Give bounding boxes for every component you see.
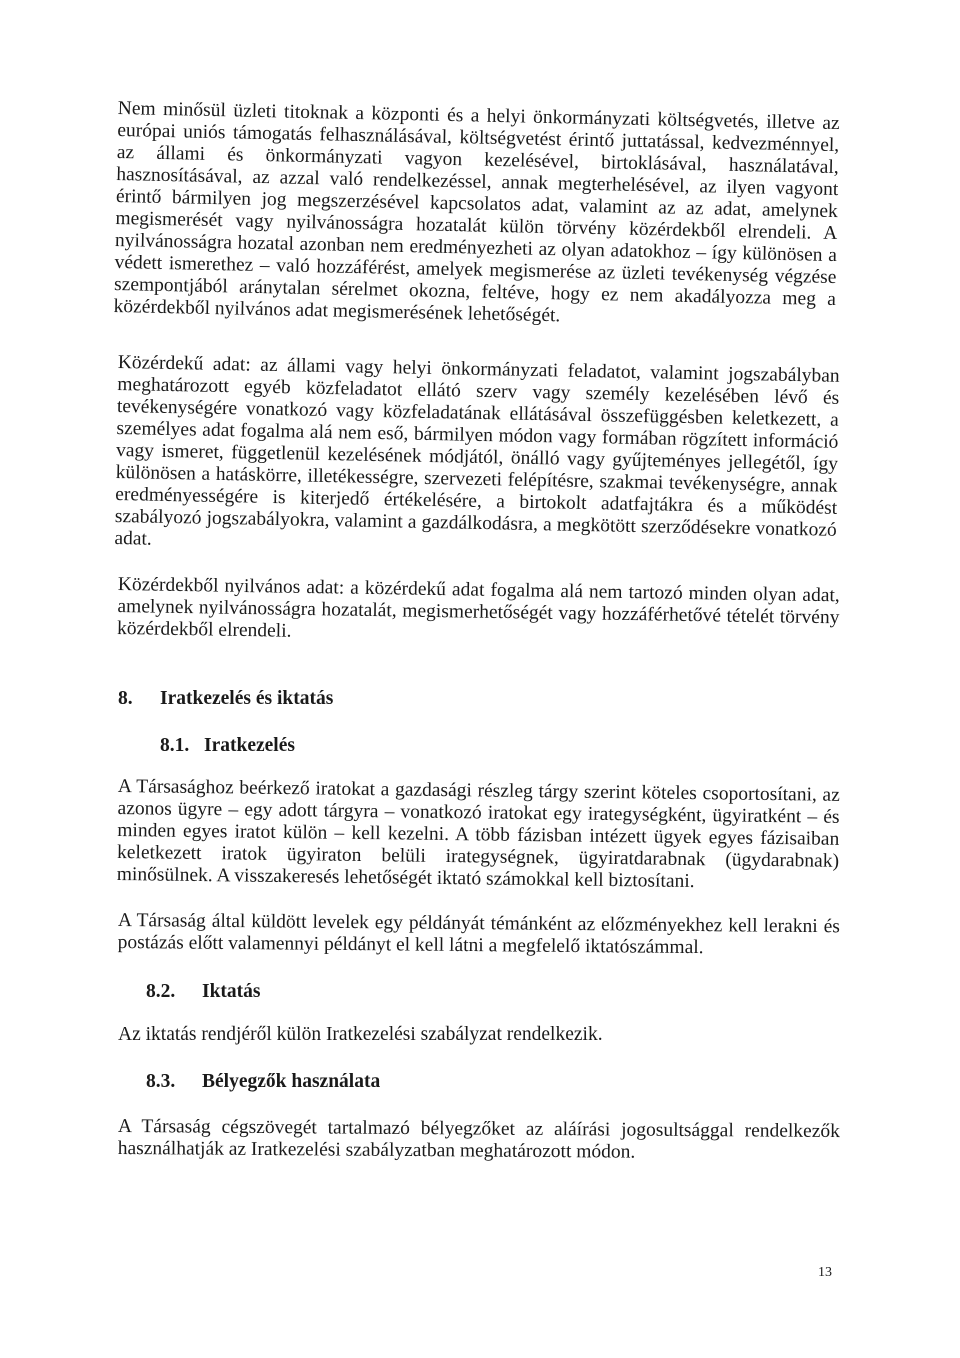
subsection-heading-8-2 bbox=[146, 981, 261, 1003]
subsection-title: Bélyegzők használata bbox=[202, 1071, 381, 1092]
section-number: 8. bbox=[118, 688, 133, 709]
subsection-heading-8-3 bbox=[146, 1071, 380, 1093]
paragraph-business-secret: Nem minősül üzleti titoknak a központi és a helyi önkormányzati költségvetés, illetve az európai uniós támogatás felhasználásával, költségvetést érintő juttatással, kedvezménnyel, az állami és önkormányzati vagyon kezelésével, birtoklásával, használatával, hasznosításával, az azzal való rendelkezéssel, annak megterhelésével, az ilyen vagyont érintő bármilyen jog megszerzésével kapcsolatos adat, valamint az az adat, amelynek megismerését vagy nyilvánosságra hozatalát külön törvény közérdekből elrendeli. A nyilvánosságra hozatal azonban nem eredményezheti az olyan adatokhoz – így különösen a védett ismerethez – való hozzáférést, amelyek megismerése az üzleti tevékenység végzése szempontjából aránytalan sérelmet okozna, feltéve, hogy ez nem akadályozza meg a közérdekből nyilvános adat megismerésének lehetőségét. bbox=[113, 98, 840, 327]
paragraph-document-handling: A Társasághoz beérkező iratokat a gazdasági részleg tárgy szerint köteles csoportosítani, az azonos ügyre – egy adott tárgyra – vonatkozó iratokat egy irategységként, ügyiratként – és minden egyes iratot külön – kell kezelni. A több fázisban intézett ügyek egyes fázisaiban keletkezett iratok ügyiraton belüli irategységnek, ügyiratdarabnak (ügydarabnak) minősülnek. A visszakeresés lehetőségét iktató számokkal kell biztosítani. bbox=[116, 776, 840, 893]
subsection-title: Iratkezelés bbox=[204, 735, 295, 756]
subsection-number: 8.2. bbox=[146, 981, 176, 1002]
paragraph-public-interest-data: Közérdekből nyilvános adat: a közérdekű adat fogalma alá nem tartozó minden olyan adat, amelynek nyilvánosságra hozatalát, megismerhetőségét vagy hozzáférhetővé tételét törvény közérdekből elrendeli. bbox=[116, 574, 840, 642]
page-number: 13 bbox=[818, 1265, 832, 1280]
paragraph-letters: A Társaság által küldött levelek egy példányát témánként az előzményekhez kell lerakni és postázás előtt valamennyi példányt el kell látni a megfelelő iktatószámmal. bbox=[117, 910, 840, 959]
section-heading-8 bbox=[118, 688, 333, 710]
section-title: Iratkezelés és iktatás bbox=[160, 688, 334, 709]
paragraph-stamps: A Társaság cégszövegét tartalmazó bélyegzőket az aláírási jogosultsággal rendelkezők használhatják az Iratkezelési szabályzatban meghatározott módon. bbox=[117, 1116, 840, 1163]
paragraph-registration: Az iktatás rendjéről külön Iratkezelési szabályzat rendelkezik. bbox=[118, 1024, 603, 1045]
subsection-title: Iktatás bbox=[202, 981, 261, 1002]
subsection-heading-8-1 bbox=[160, 735, 295, 757]
subsection-number: 8.1. bbox=[160, 735, 190, 756]
paragraph-public-data-definition: Közérdekű adat: az állami vagy helyi önkormányzati feladatot, valamint jogszabályban meghatározott egyéb közfeladatot ellátó szerv vagy személy kezelésében lévő és tevékenységére vonatkozó vagy közfeladatának ellátásával összefüggésben keletkezett, a személyes adat fogalma alá nem eső, bármilyen módon vagy formában rögzített információ vagy ismeret, függetlenül kezelésének módjától, önálló vagy gyűjteményes jellegétől, így különösen a hatáskörre, illetékességre, szervezeti felépítésre, szakmai tevékenységre, annak eredményességére is kiterjedő értékelésére, a birtokolt adatfajtákra és a működést szabályozó jogszabályokra, valamint a gazdálkodásra, a megkötött szerződésekre vonatkozó adat. bbox=[114, 352, 840, 550]
subsection-number: 8.3. bbox=[146, 1071, 176, 1092]
